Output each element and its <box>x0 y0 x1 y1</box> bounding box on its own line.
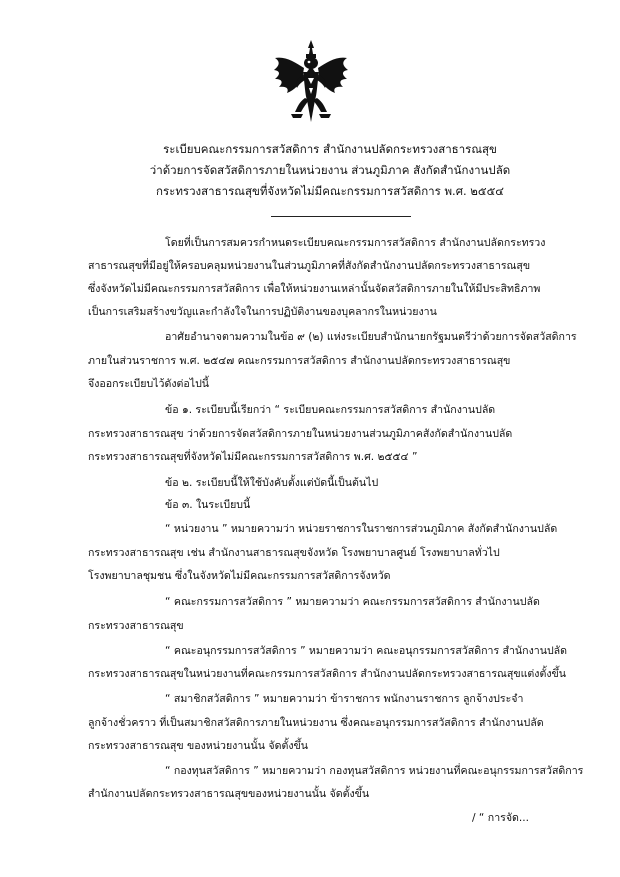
body-line: จึงออกระเบียบไว้ดังต่อไปนี้ <box>88 378 210 390</box>
body-line: โรงพยาบาลชุมชน ซึ่งในจังหวัดไม่มีคณะกรรมการสวัสดิการจังหวัด <box>88 570 391 582</box>
clause-2: ข้อ ๒. ระเบียบนี้ให้ใช้บังคับตั้งแต่บัดนี้เป็นต้นไป <box>165 477 379 489</box>
body-line: กระทรวงสาธารณสุข <box>88 620 184 632</box>
clause-1: ข้อ ๑. ระเบียบนี้เรียกว่า “ ระเบียบคณะกรรมการสวัสดิการ สำนักงานปลัด <box>165 404 496 416</box>
body-line: กระทรวงสาธารณสุขที่จังหวัดไม่มีคณะกรรมการสวัสดิการ พ.ศ. ๒๕๕๔ ” <box>88 451 418 463</box>
body-line: กระทรวงสาธารณสุข ของหน่วยงานนั้น จัดตั้งขึ้น <box>88 740 309 752</box>
definition-welfare-committee: “ คณะกรรมการสวัสดิการ ” หมายความว่า คณะกรรมการสวัสดิการ สำนักงานปลัด <box>165 596 540 608</box>
document-title-line-1: ระเบียบคณะกรรมการสวัสดิการ สำนักงานปลัดกระทรวงสาธารณสุข <box>163 142 497 156</box>
body-line: กระทรวงสาธารณสุข เช่น สำนักงานสาธารณสุขจังหวัด โรงพยาบาลศูนย์ โรงพยาบาลทั่วไป <box>88 547 500 559</box>
document-title-line-3: กระทรวงสาธารณสุขที่จังหวัดไม่มีคณะกรรมการสวัสดิการ พ.ศ. ๒๕๕๔ <box>156 184 504 198</box>
body-line: อาศัยอำนาจตามความในข้อ ๙ (๒) แห่งระเบียบสำนักนายกรัฐมนตรีว่าด้วยการจัดสวัสดิการ <box>165 331 577 343</box>
body-line: ลูกจ้างชั่วคราว ที่เป็นสมาชิกสวัสดิการภายในหน่วยงาน ซึ่งคณะอนุกรรมการสวัสดิการ สำนักงานปลัด <box>88 717 544 729</box>
body-line: โดยที่เป็นการสมควรกำหนดระเบียบคณะกรรมการสวัสดิการ สำนักงานปลัดกระทรวง <box>165 237 546 249</box>
body-line: ซึ่งจังหวัดไม่มีคณะกรรมการสวัสดิการ เพื่อให้หน่วยงานเหล่านั้นจัดสวัสดิการภายในให้มีประสิทธิภาพ <box>88 283 541 295</box>
document-title-line-2: ว่าด้วยการจัดสวัสดิการภายในหน่วยงาน ส่วนภูมิภาค สังกัดสำนักงานปลัด <box>149 163 511 177</box>
body-line: ภายในส่วนราชการ พ.ศ. ๒๕๔๗ คณะกรรมการสวัสดิการ สำนักงานปลัดกระทรวงสาธารณสุข <box>88 355 511 367</box>
definition-welfare-subcommittee: “ คณะอนุกรรมการสวัสดิการ ” หมายความว่า คณะอนุกรรมการสวัสดิการ สำนักงานปลัด <box>165 645 568 657</box>
body-line: สาธารณสุขที่มีอยู่ให้ครอบคลุมหน่วยงานในส่วนภูมิภาคที่สังกัดสำนักงานปลัดกระทรวงสาธารณสุข <box>88 260 531 272</box>
body-line: กระทรวงสาธารณสุขในหน่วยงานที่คณะกรรมการสวัสดิการ สำนักงานปลัดกระทรวงสาธารณสุขแต่งตั้งขึ้น <box>88 668 566 680</box>
definition-agency: “ หน่วยงาน ” หมายความว่า หน่วยราชการในราชการส่วนภูมิภาค สังกัดสำนักงานปลัด <box>165 523 558 535</box>
body-line: สำนักงานปลัดกระทรวงสาธารณสุขของหน่วยงานนั้น จัดตั้งขึ้น <box>88 788 370 800</box>
definition-welfare-member: “ สมาชิกสวัสดิการ ” หมายความว่า ข้าราชการ พนักงานราชการ ลูกจ้างประจำ <box>165 693 524 705</box>
title-divider <box>271 216 411 217</box>
clause-3: ข้อ ๓. ในระเบียบนี้ <box>165 499 251 511</box>
continuation-marker: / “ การจัด... <box>472 812 530 824</box>
body-line: เป็นการเสริมสร้างขวัญและกำลังใจในการปฏิบัติงานของบุคลากรในหน่วยงาน <box>88 306 437 318</box>
definition-welfare-fund: “ กองทุนสวัสดิการ ” หมายความว่า กองทุนสวัสดิการ หน่วยงานที่คณะอนุกรรมการสวัสดิการ <box>165 765 584 777</box>
garuda-emblem-icon <box>271 38 351 124</box>
body-line: กระทรวงสาธารณสุข ว่าด้วยการจัดสวัสดิการภายในหน่วยงานส่วนภูมิภาคสังกัดสำนักงานปลัด <box>88 428 513 440</box>
